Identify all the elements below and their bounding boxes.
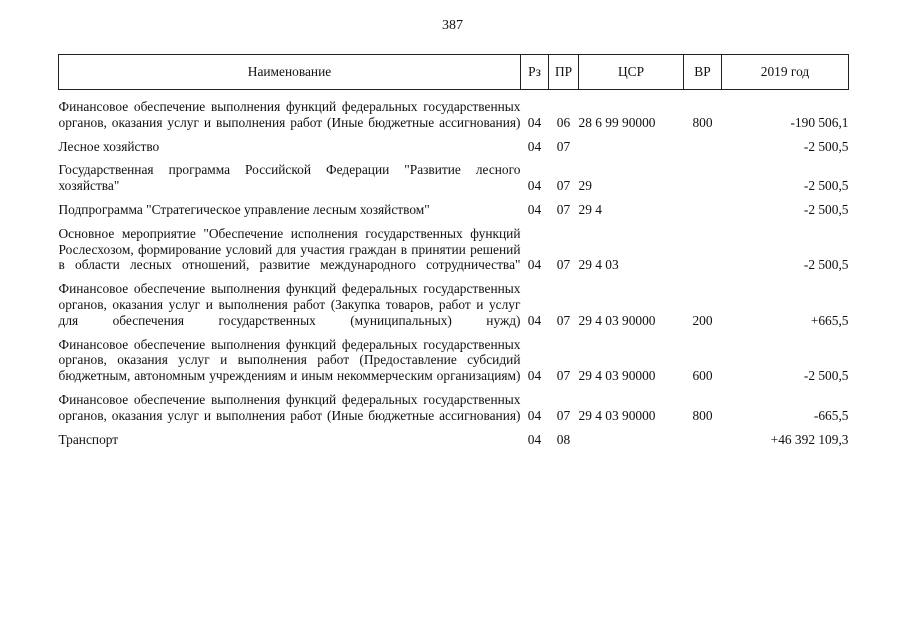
row-amount: -2 500,5 [803,178,849,194]
row-vr: 600 [692,368,713,384]
row-amount: -190 506,1 [790,114,849,130]
row-rz: 04 [527,114,542,130]
table-row [59,194,849,218]
header-csr: ЦСР [579,55,684,90]
row-amount: -2 500,5 [803,138,849,154]
row-pr: 07 [556,178,571,194]
row-name: Лесное хозяйство [58,138,160,154]
row-name: Подпрограмма "Стратегическое управление лесным хозяйством" [58,201,430,217]
row-csr: 29 4 03 90000 [578,368,656,384]
row-csr: 28 6 99 90000 [578,114,656,130]
row-pr: 07 [556,312,571,328]
row-rz: 04 [527,257,542,273]
row-pr: 07 [556,201,571,217]
row-name: Финансовое обеспечение выполнения функций федеральных государственных органов, оказания услуг и выполнения работ (Иные бюджетные ассигнования) [58,391,521,423]
header-rz: Рз [521,55,549,90]
row-vr [684,131,722,155]
header-name: Наименование [59,55,521,90]
table-row [59,329,849,384]
table-row [59,218,849,273]
header-year: 2019 год [722,55,849,90]
row-rz: 04 [527,201,542,217]
table-row [59,90,849,131]
row-pr: 07 [556,407,571,423]
row-rz: 04 [527,407,542,423]
row-amount: +665,5 [810,312,849,328]
table-row [59,273,849,328]
row-name: Финансовое обеспечение выполнения функций федеральных государственных органов, оказания услуг и выполнения работ (Иные бюджетные ассигнования) [58,99,521,130]
row-amount: +46 392 109,3 [770,431,849,447]
row-rz: 04 [527,178,542,194]
row-amount: -665,5 [813,407,849,423]
row-name: Основное мероприятие "Обеспечение исполнения государственных функций Рослесхозом, формирование условий для участия граждан в принятии решений в области лесных отношений, развитие международного сотрудничества" [58,225,521,273]
table-header-row [59,55,849,90]
row-vr: 200 [692,312,713,328]
row-name: Транспорт [58,431,119,447]
row-pr: 07 [556,138,571,154]
row-name: Финансовое обеспечение выполнения функций федеральных государственных органов, оказания услуг и выполнения работ (Закупка товаров, работ и услуг для обеспечения государственных (муниципальных) нужд) [58,281,521,328]
row-vr [684,424,722,448]
table-row [59,154,849,194]
row-pr: 07 [556,257,571,273]
row-amount: -2 500,5 [803,257,849,273]
row-pr: 08 [556,431,571,447]
row-name: Финансовое обеспечение выполнения функций федеральных государственных органов, оказания услуг и выполнения работ (Предоставление субсидий бюджетным, автономным учреждениям и иным некоммерческим организациям) [58,336,521,384]
page-number: 387 [442,18,463,33]
table-row [59,384,849,424]
row-csr [579,131,684,155]
table-row [59,131,849,155]
row-vr: 800 [692,114,713,130]
row-csr: 29 [578,178,592,194]
row-pr: 07 [556,368,571,384]
row-vr [684,154,722,194]
header-pr: ПР [549,55,579,90]
row-rz: 04 [527,431,542,447]
row-csr [579,424,684,448]
row-csr: 29 4 03 90000 [578,407,656,423]
row-amount: -2 500,5 [803,368,849,384]
table-row [59,424,849,448]
row-rz: 04 [527,312,542,328]
row-vr [684,194,722,218]
header-vr: ВР [684,55,722,90]
row-vr [684,218,722,273]
row-csr: 29 4 [578,201,602,217]
budget-table [58,54,849,447]
row-csr: 29 4 03 90000 [578,312,656,328]
row-vr: 800 [692,407,713,423]
row-pr: 06 [556,114,571,130]
row-amount: -2 500,5 [803,201,849,217]
row-csr: 29 4 03 [578,257,619,273]
row-rz: 04 [527,138,542,154]
row-rz: 04 [527,368,542,384]
row-name: Государственная программа Российской Федерации "Развитие лесного хозяйства" [58,162,521,194]
